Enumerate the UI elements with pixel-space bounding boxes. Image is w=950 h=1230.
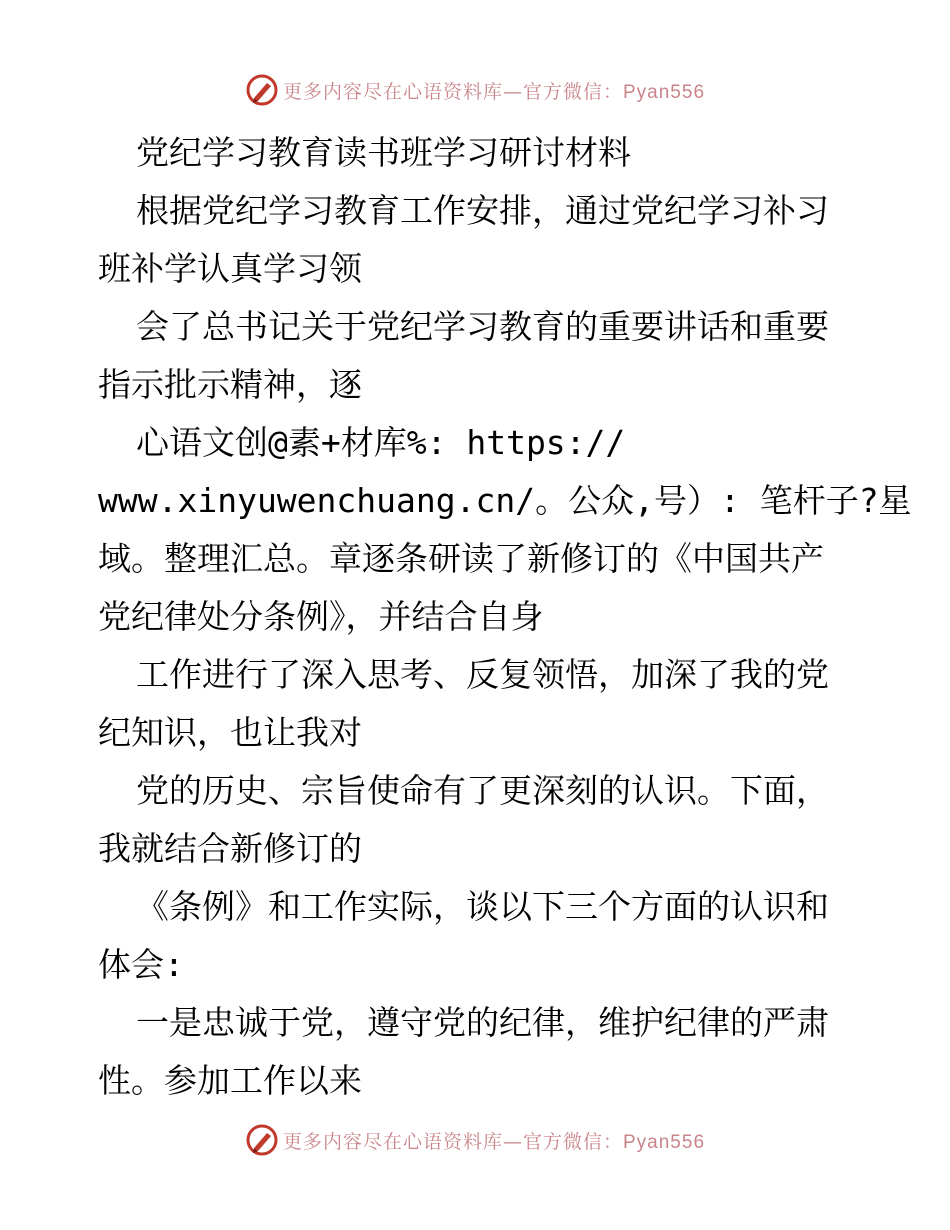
text-line: 根据党纪学习教育工作安排，通过党纪学习补习 xyxy=(136,191,829,230)
text-line: 《条例》和工作实际，谈以下三个方面的认识和 xyxy=(136,887,829,926)
banner-wechat-id: Pyan556 xyxy=(623,81,706,103)
text-line: 会了总书记关于党纪学习教育的重要讲话和重要 xyxy=(136,307,829,346)
text-line: www.xinyuwenchuang.cn/。公众,号）: 笔杆子?星 xyxy=(98,481,912,520)
pen-circle-logo-icon xyxy=(245,1123,279,1157)
text-line: 工作进行了深入思考、反复领悟，加深了我的党 xyxy=(136,655,829,694)
text-line: 党纪律处分条例》，并结合自身 xyxy=(98,597,544,636)
header-banner[interactable] xyxy=(0,70,950,110)
text-line: 班补学认真学习领 xyxy=(98,249,362,288)
footer-banner[interactable] xyxy=(0,1120,950,1160)
text-line: 党的历史、宗旨使命有了更深刻的认识。下面， xyxy=(136,771,829,810)
text-line: 党纪学习教育读书班学习研讨材料 xyxy=(136,133,631,172)
text-line: 我就结合新修订的 xyxy=(98,829,362,868)
banner-promo-text: 更多内容尽在心语资料库—官方微信： xyxy=(282,1130,623,1153)
banner-text xyxy=(283,77,705,104)
banner-wechat-id: Pyan556 xyxy=(623,1131,706,1153)
text-line: 体会: xyxy=(98,945,184,984)
text-line: 纪知识，也让我对 xyxy=(98,713,362,752)
text-line: 性。参加工作以来 xyxy=(98,1061,362,1100)
text-line: 指示批示精神，逐 xyxy=(98,365,362,404)
document-body xyxy=(98,124,912,1110)
text-line: 域。整理汇总。章逐条研读了新修订的《中国共产 xyxy=(98,539,824,578)
text-line: 一是忠诚于党，遵守党的纪律，维护纪律的严肃 xyxy=(136,1003,829,1042)
banner-text xyxy=(283,1127,705,1154)
text-line: 心语文创@素+材库%: https:// xyxy=(136,423,626,462)
pen-circle-logo-icon xyxy=(245,73,279,107)
banner-promo-text: 更多内容尽在心语资料库—官方微信： xyxy=(282,80,623,103)
